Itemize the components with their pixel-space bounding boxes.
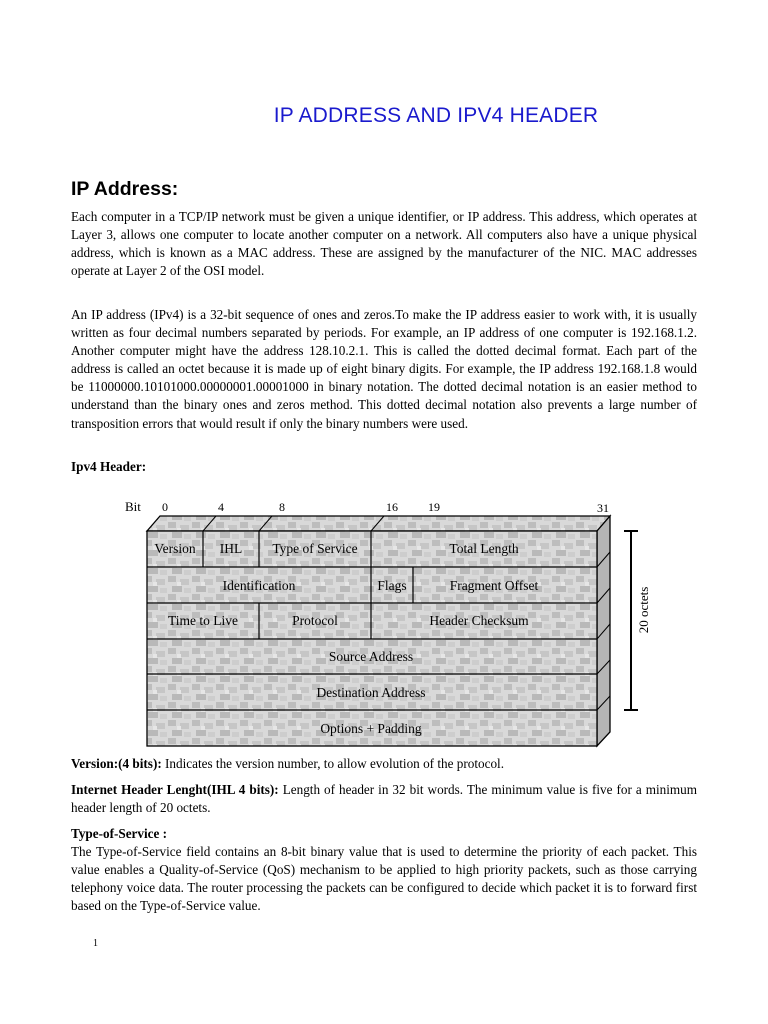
field-fragment-offset: Fragment Offset <box>449 578 539 593</box>
bit-mark-16: 16 <box>386 500 398 514</box>
ihl-field-description <box>71 781 697 817</box>
field-type-of-service: Type of Service <box>272 541 358 556</box>
bit-mark-0: 0 <box>162 500 168 514</box>
bit-mark-31: 31 <box>597 501 609 515</box>
field-source-address: Source Address <box>328 649 414 664</box>
ip-address-paragraph-1: Each computer in a TCP/IP network must be given a unique identifier, or IP address. This address, which operates at Layer 3, allows one computer to locate another computer on a network. All computers also have a unique physical address, which is known as a MAC address. These are assigned by the manufacturer of the NIC. MAC addresses operate at Layer 2 of the OSI model. <box>71 209 697 279</box>
version-field-label: Version:(4 bits): <box>71 756 162 771</box>
page-title: IP ADDRESS AND IPV4 HEADER <box>273 104 599 127</box>
field-protocol: Protocol <box>292 613 338 628</box>
bit-mark-4: 4 <box>218 500 224 514</box>
field-ihl: IHL <box>219 541 243 556</box>
ip-address-paragraph-2: An IP address (IPv4) is a 32-bit sequence of ones and zeros.To make the IP address easier to work with, it is usually written as four decimal numbers separated by periods. For example, an IP address of one computer is 192.168.1.2. Another computer might have the address 128.10.2.1. This is called the dotted decimal format. Each part of the address is called an octet because it is made up of eight binary digits. For example, the IP address 192.168.1.8 would be 11000000.10101000.00000001.00001000 in binary notation. The dotted decimal notation is an easier method to understand than the binary ones and zeros method. This dotted decimal notation also prevents a large number of transposition errors that would result if only the binary numbers were used. <box>71 307 697 431</box>
field-total-length: Total Length <box>449 541 519 556</box>
tos-field-label: Type-of-Service : <box>71 826 168 841</box>
field-destination-address: Destination Address <box>316 685 426 700</box>
field-header-checksum: Header Checksum <box>429 613 529 628</box>
field-version: Version <box>154 541 196 556</box>
tos-field-text: The Type-of-Service field contains an 8-bit binary value that is used to determine the priority of each packet. This value enables a Quality-of-Service (QoS) mechanism to be applied to high priority packets, such as those carrying telephony voice data. The router processing the packets can be configured to decide which packet it is to forward first based on the Type-of-Service value. <box>71 844 697 914</box>
ip-address-heading: IP Address: <box>71 178 179 200</box>
ihl-field-text: Length of header in 32 bit words. The minimum value is five for a minimum header length of 20 octets. <box>71 782 697 816</box>
field-flags: Flags <box>377 578 407 593</box>
page-number: 1 <box>93 938 98 949</box>
field-time-to-live: Time to Live <box>167 613 239 628</box>
ipv4-header-heading: Ipv4 Header: <box>71 459 147 474</box>
twenty-octets-label: 20 octets <box>636 586 651 634</box>
bit-label: Bit <box>125 499 141 514</box>
version-field-description <box>71 755 697 773</box>
field-identification: Identification <box>222 578 296 593</box>
version-field-text: Indicates the version number, to allow evolution of the protocol. <box>161 756 504 771</box>
bit-mark-19: 19 <box>428 500 440 514</box>
ihl-field-label: Internet Header Lenght(IHL 4 bits): <box>71 782 279 797</box>
field-options-padding: Options + Padding <box>320 721 422 736</box>
bit-mark-8: 8 <box>279 500 285 514</box>
